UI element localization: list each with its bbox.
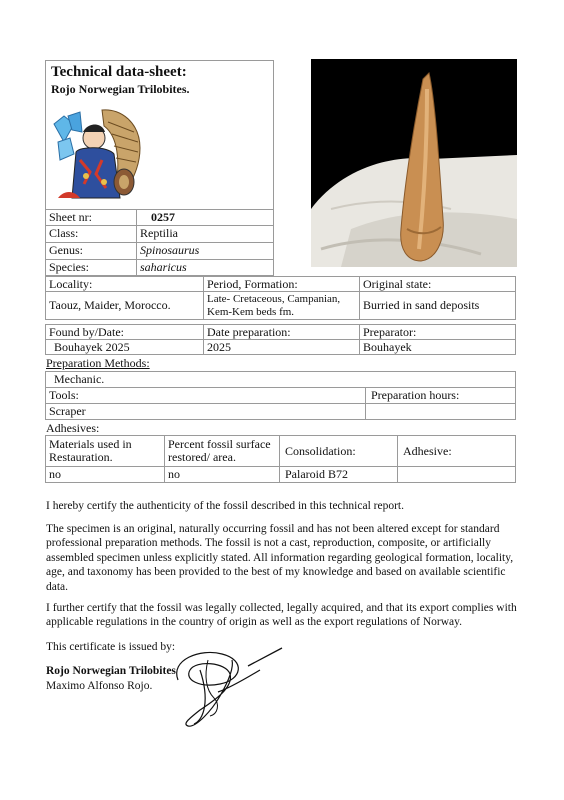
percent-label-line1: Percent fossil surface xyxy=(168,437,271,451)
sheet-nr-label: Sheet nr: xyxy=(49,210,92,224)
class-label: Class: xyxy=(49,226,79,240)
percent-value-cell xyxy=(164,466,280,483)
genus-label-cell xyxy=(45,242,137,260)
found-value-cell xyxy=(45,339,204,355)
period-value-line1: Late- Cretaceous, Campanian, xyxy=(207,293,341,305)
prep-date-value: 2025 xyxy=(207,340,231,354)
class-value-cell xyxy=(136,225,274,243)
tools-label-cell xyxy=(45,387,366,404)
sheet-nr-value-cell xyxy=(136,209,274,226)
adhesive-label-cell xyxy=(397,435,516,467)
percent-label-line2: restored/ area. xyxy=(168,450,236,464)
species-value: saharicus xyxy=(140,260,187,274)
materials-label-cell xyxy=(45,435,165,467)
sheet-nr-value: 0257 xyxy=(151,210,175,224)
period-label: Period, Formation: xyxy=(207,277,298,291)
handwritten-signature xyxy=(160,640,285,730)
consolidation-value: Palaroid B72 xyxy=(285,467,348,481)
hours-label-cell xyxy=(365,387,516,404)
tools-value: Scraper xyxy=(49,404,86,418)
adhesive-value-cell xyxy=(397,466,516,483)
preparator-value: Bouhayek xyxy=(363,340,412,354)
state-value: Burried in sand deposits xyxy=(363,298,480,312)
certificate-paragraph-4: This certificate is issued by: xyxy=(46,641,176,653)
preparator-label-cell xyxy=(359,324,516,340)
prep-methods-heading: Preparation Methods: xyxy=(46,356,150,370)
methods-value-cell xyxy=(45,371,516,388)
genus-value-cell xyxy=(136,242,274,260)
materials-label-line2: Restauration. xyxy=(49,450,113,464)
genus-value: Spinosaurus xyxy=(140,243,200,257)
period-label-cell xyxy=(203,276,360,292)
consolidation-value-cell xyxy=(279,466,398,483)
certificate-paragraph-3: I further certify that the fossil was legally collected, legally acquired, and that its export complies with applicable regulations in the country of origin as well as the export regulations of Norway. xyxy=(46,602,517,629)
prep-date-label-cell xyxy=(203,324,360,340)
fossil-tooth-photo xyxy=(311,59,517,267)
genus-label: Genus: xyxy=(49,243,83,257)
period-value-line2: Kem-Kem beds fm. xyxy=(207,305,295,318)
materials-value: no xyxy=(49,467,61,481)
percent-label-cell xyxy=(164,435,280,467)
document-subtitle: Rojo Norwegian Trilobites. xyxy=(51,82,190,96)
adhesive-label: Adhesive: xyxy=(403,444,452,458)
state-value-cell xyxy=(359,291,516,320)
species-label-cell xyxy=(45,259,137,276)
consolidation-label-cell xyxy=(279,435,398,467)
preparator-label: Preparator: xyxy=(363,325,417,339)
certificate-paragraph-2: The specimen is an original, naturally occurring fossil and has not been altered except for standard professional preparation methods. The fossil is not a cast, reproduction, composite, or artificially assembled specimen unless explicitly stated. All information regarding geological formation, locality, age, and taxonomy has been provided to the best of my knowledge and based on available scientific data. xyxy=(46,523,514,593)
tools-value-cell xyxy=(45,403,366,420)
document-title: Technical data-sheet: xyxy=(51,64,187,80)
prep-date-label: Date preparation: xyxy=(207,325,291,339)
locality-label-cell xyxy=(45,276,204,292)
prep-date-value-cell xyxy=(203,339,360,355)
species-label: Species: xyxy=(49,260,89,274)
consolidation-label: Consolidation: xyxy=(285,444,356,458)
found-value: Bouhayek 2025 xyxy=(54,340,130,354)
adhesives-heading: Adhesives: xyxy=(46,421,100,435)
methods-value: Mechanic. xyxy=(54,372,105,386)
certificate-paragraph-1: I hereby certify the authenticity of the fossil described in this technical report. xyxy=(46,500,404,512)
hours-label: Preparation hours: xyxy=(371,388,460,402)
signatory-name: Maximo Alfonso Rojo. xyxy=(46,680,153,692)
found-label-cell xyxy=(45,324,204,340)
tools-label: Tools: xyxy=(49,388,79,402)
preparator-value-cell xyxy=(359,339,516,355)
hours-value-cell xyxy=(365,403,516,420)
found-label: Found by/Date: xyxy=(49,325,124,339)
class-label-cell xyxy=(45,225,137,243)
materials-label-line1: Materials used in xyxy=(49,437,132,451)
issuer-name: Rojo Norwegian Trilobites xyxy=(46,665,176,677)
sheet-nr-label-cell xyxy=(45,209,137,226)
state-label: Original state: xyxy=(363,277,432,291)
locality-value-cell xyxy=(45,291,204,320)
materials-value-cell xyxy=(45,466,165,483)
state-label-cell xyxy=(359,276,516,292)
period-value-cell xyxy=(203,291,360,320)
species-value-cell xyxy=(136,259,274,276)
locality-label: Locality: xyxy=(49,277,93,291)
trilobite-samurai-logo xyxy=(50,102,145,206)
locality-value: Taouz, Maider, Morocco. xyxy=(49,298,171,312)
class-value: Reptilia xyxy=(140,226,178,240)
percent-value: no xyxy=(168,467,180,481)
